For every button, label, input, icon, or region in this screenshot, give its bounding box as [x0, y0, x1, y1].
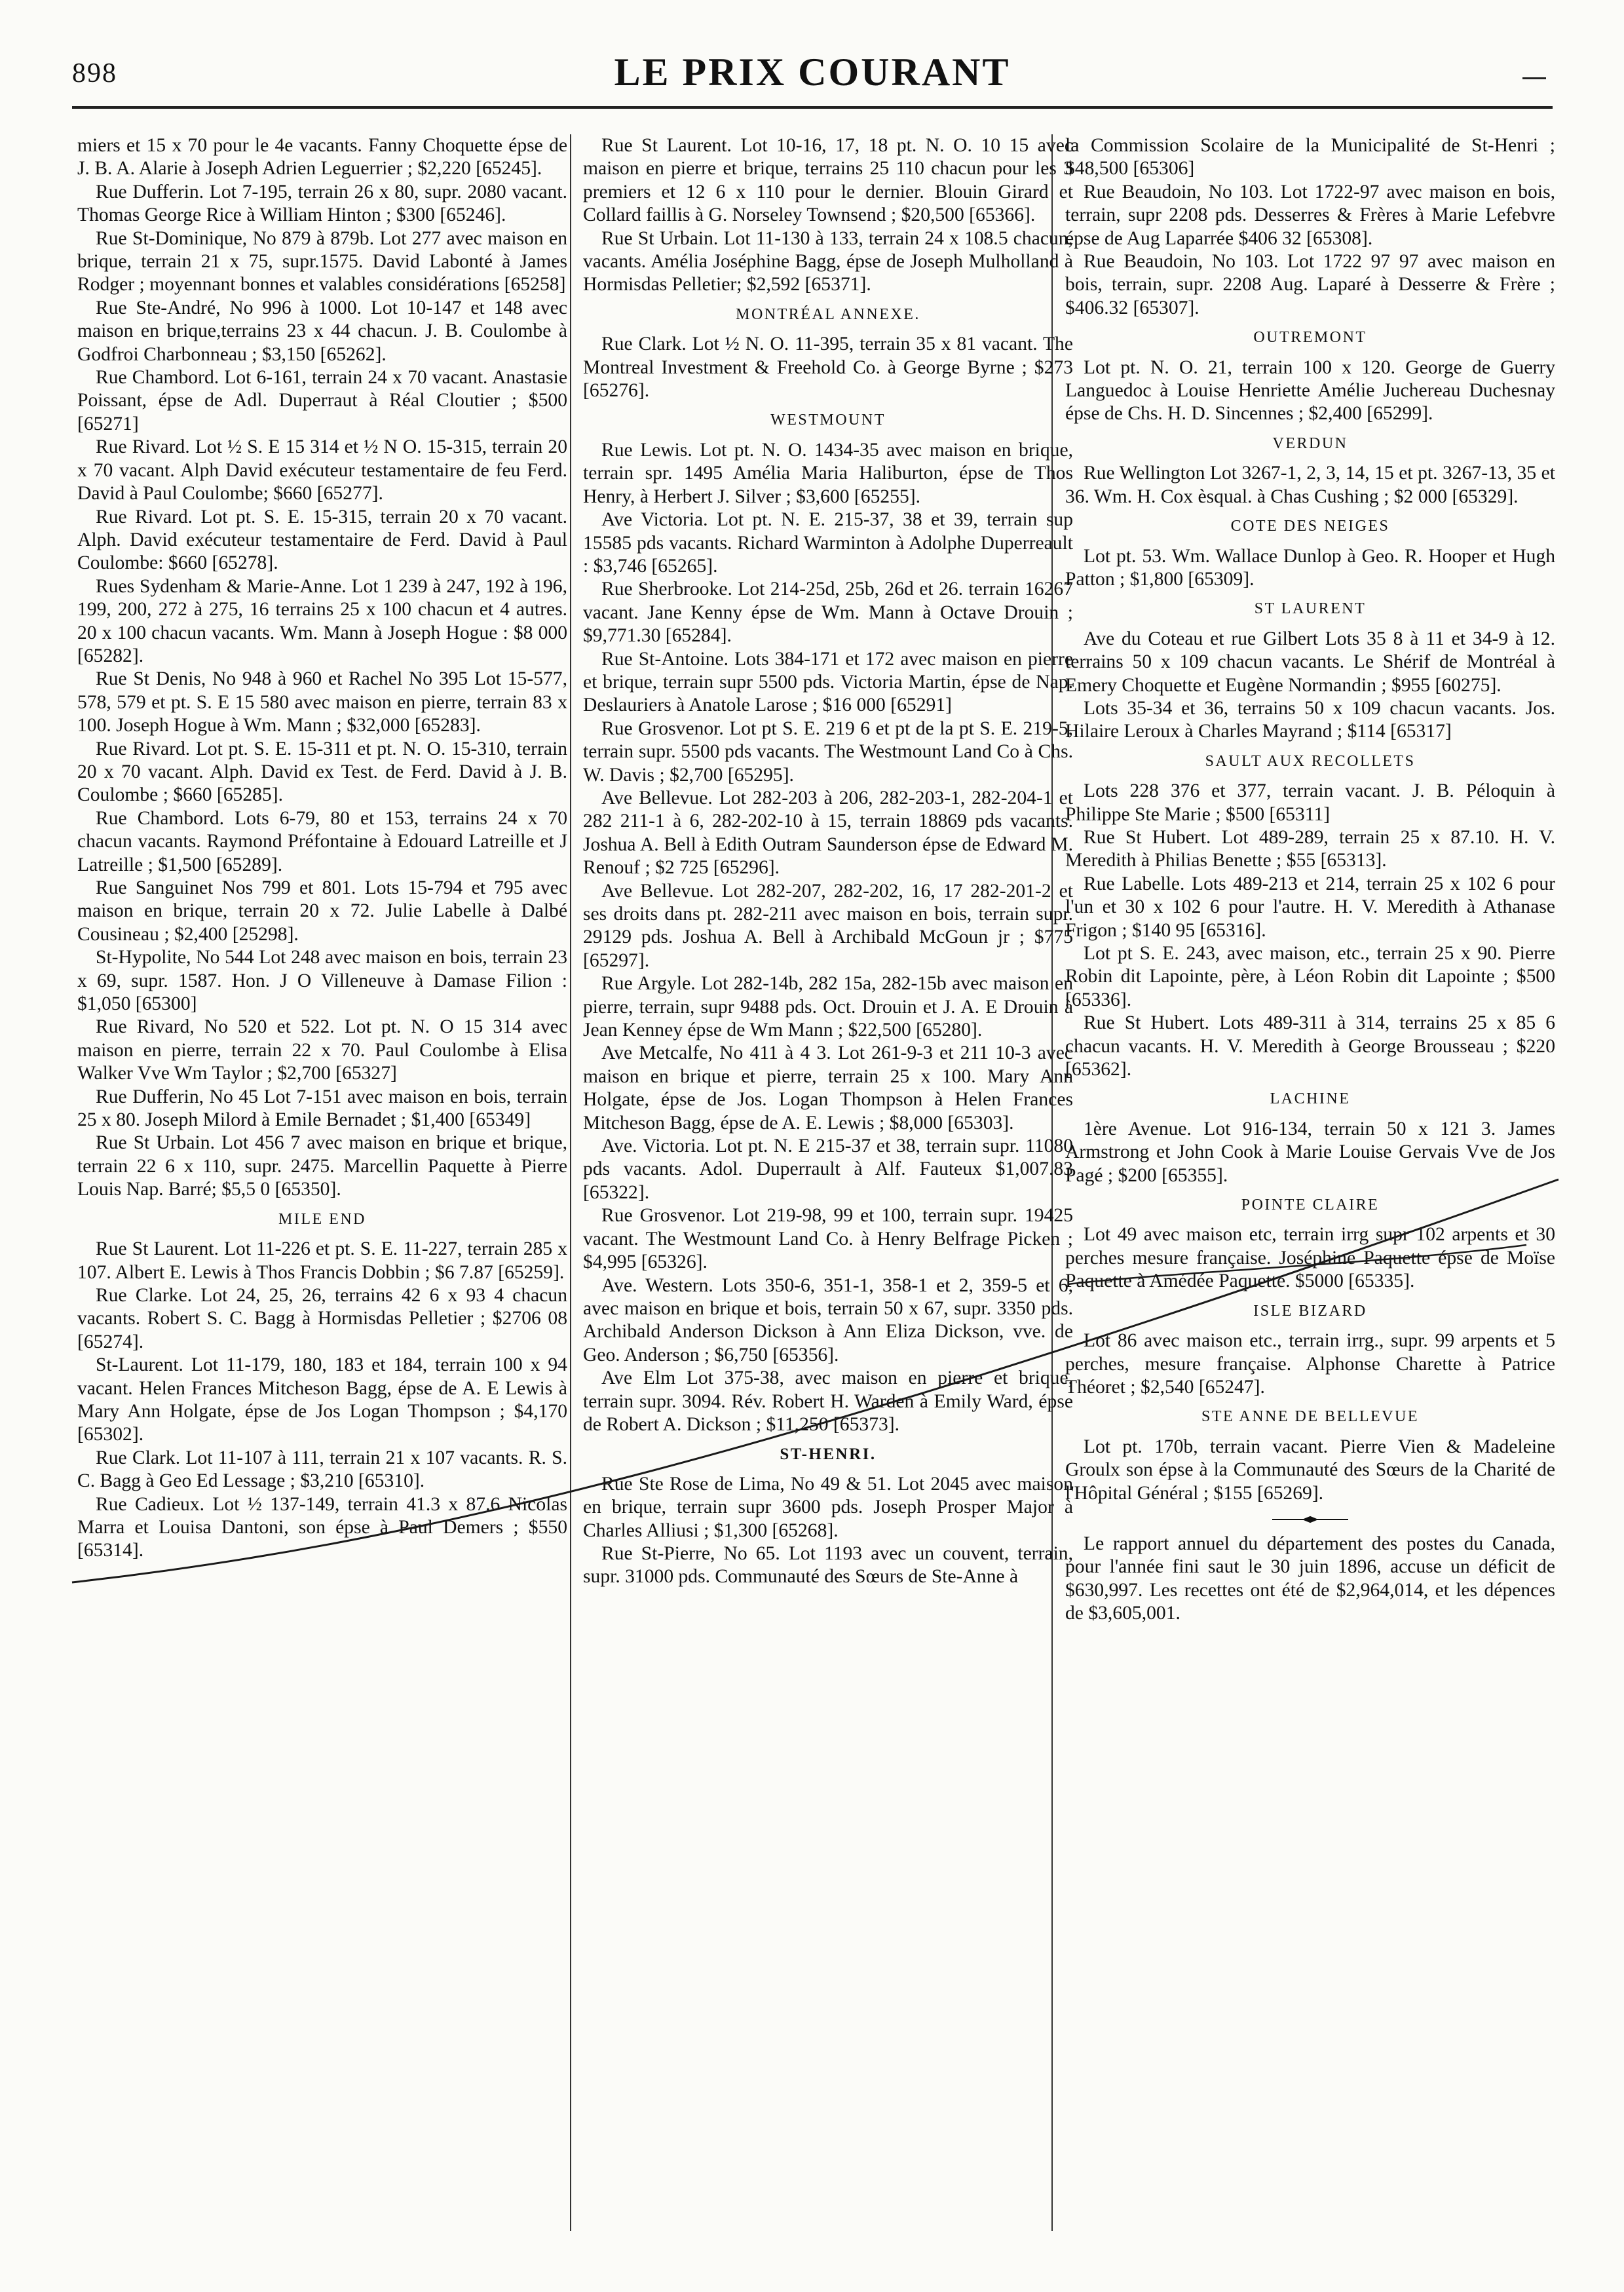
transaction-entry: Rue Wellington Lot 3267-1, 2, 3, 14, 15 et pt. 3267-13, 35 et 36. Wm. H. Cox èsqual. à Chas Cushing ; $2 000 [65329].: [1065, 463, 1555, 507]
section-heading: ST LAURENT: [1254, 600, 1367, 618]
journal-title: LE PRIX COURANT: [614, 50, 1011, 94]
transaction-entry: Lot 86 avec maison etc., terrain irrg., supr. 99 arpents et 5 perches, mesure française. Alphonse Charette à Patrice Théoret ; $2,540 [65247].: [1065, 1330, 1555, 1398]
transaction-entry: Rue Grosvenor. Lot 219-98, 99 et 100, terrain supr. 19425 vacant. The Westmount Land Co. à Henry Belfrage Picken ; $4,995 [65326].: [583, 1205, 1073, 1273]
section-heading: ISLE BIZARD: [1253, 1302, 1367, 1320]
transaction-entry: Ave Elm Lot 375-38, avec maison en pierre et brique, terrain supr. 3094. Rév. Robert H. Warden à Emily Ward, épse de Robert A. Dickson ; $11,250 [65373].: [583, 1367, 1073, 1435]
section-heading: SAULT AUX RECOLLETS: [1205, 752, 1416, 770]
column-2: [583, 134, 1073, 1589]
transaction-entry: Rue Beaudoin, No 103. Lot 1722 97 97 avec maison en bois, terrain, supr. 2208 Aug. Laparé à Desserre & Frère ; $406.32 [65307].: [1065, 251, 1555, 318]
transaction-entry: Rue Clark. Lot 11-107 à 111, terrain 21 x 107 vacants. R. S. C. Bagg à Geo Ed Lessage ; $3,210 [65310].: [77, 1447, 567, 1492]
header-dash: [1522, 77, 1546, 79]
transaction-entry: Rue St-Pierre, No 65. Lot 1193 avec un couvent, terrain, supr. 31000 pds. Communauté des Sœurs de Ste-Anne à: [583, 1542, 1073, 1588]
transaction-entry: Rue Rivard, No 520 et 522. Lot pt. N. O 15 314 avec maison en pierre, terrain 22 x 70. Paul Coulombe à Elisa Walker Vve Wm Taylor ; $2,700 [65327]: [77, 1016, 567, 1084]
transaction-entry: Rue Dufferin. Lot 7-195, terrain 26 x 80, supr. 2080 vacant. Thomas George Rice à William Hinton ; $300 [65246].: [77, 181, 567, 226]
transaction-entry: Rue Sherbrooke. Lot 214-25d, 25b, 26d et 26. terrain 16267 vacant. Jane Kenny épse de Wm. Mann à Octave Drouin ; $9,771.30 [65284].: [583, 579, 1073, 647]
transaction-entry: Lot pt S. E. 243, avec maison, etc., terrain 25 x 90. Pierre Robin dit Lapointe, père, à Léon Robin dit Lapointe ; $500 [65336].: [1065, 943, 1555, 1010]
transaction-entry: Rue St Laurent. Lot 11-226 et pt. S. E. 11-227, terrain 285 x 107. Albert E. Lewis à Thos Francis Dobbin ; $6 7.87 [65259].: [77, 1238, 567, 1283]
transaction-entry: 1ère Avenue. Lot 916-134, terrain 50 x 121 3. James Armstrong et John Cook à Marie Louise Gervais Vve de Jos Pagé ; $200 [65355].: [1065, 1118, 1555, 1186]
transaction-entry: Rue Ste-André, No 996 à 1000. Lot 10-147 et 148 avec maison en brique,terrains 23 x 44 chacun. J. B. Coulombe à Godfroi Charbonneau ; $3,150 [65262].: [77, 297, 567, 365]
section-heading: MILE END: [278, 1210, 366, 1228]
continued-entry: miers et 15 x 70 pour le 4e vacants. Fanny Choquette épse de J. B. A. Alarie à Joseph Adrien Leguerrier ; $2,220 [65245].: [77, 135, 567, 180]
transaction-entry: Rue St-Antoine. Lots 384-171 et 172 avec maison en pierre et brique, terrain supr 5500 pds. Victoria Martin, épse de Nap. Deslauriers à Anatole Larose ; $16 000 [65291]: [583, 648, 1073, 716]
transaction-entry: Rue Grosvenor. Lot pt S. E. 219 6 et pt de la pt S. E. 219-5, terrain supr. 5500 pds vacants. The Westmount Land Co à Chs. W. Davis ; $2,700 [65295].: [583, 717, 1073, 786]
transaction-entry: Le rapport annuel du département des postes du Canada, pour l'année fini saut le 30 juin 1896, accuse un déficit de $630,997. Les recettes ont été de $2,964,014, et les dépences de $3,605,001.: [1065, 1533, 1555, 1624]
transaction-entry: Rue Lewis. Lot pt. N. O. 1434-35 avec maison en brique, terrain spr. 1495 Amélia Maria Haliburton, épse de Thos Henry, à Herbert J. Silver ; $3,600 [65255].: [583, 439, 1073, 507]
transaction-entry: Rue Ste Rose de Lima, No 49 & 51. Lot 2045 avec maison en brique, terrain supr 3600 pds. Joseph Prosper Major à Charles Alliusi ; $1,300 [65268].: [583, 1473, 1073, 1541]
section-heading: VERDUN: [1272, 434, 1348, 452]
transaction-entry: Rue Rivard. Lot pt. S. E. 15-315, terrain 20 x 70 vacant. Alph. David exécuteur testamentaire de Ferd. David à Paul Coulombe: $660 [65278].: [77, 506, 567, 574]
transaction-entry: Ave. Victoria. Lot pt. N. E 215-37 et 38, terrain supr. 11080 pds vacants. Adol. Duperrault à Alf. Fauteux $1,007.83 [65322].: [583, 1136, 1073, 1203]
transaction-entry: Rue St Denis, No 948 à 960 et Rachel No 395 Lot 15-577, 578, 579 et pt. S. E 15 580 avec maison en pierre, terrain 83 x 100. Joseph Hogue à Wm. Mann ; $32,000 [65283].: [77, 668, 567, 736]
header-rule: [72, 106, 1553, 109]
transaction-entry: Ave Bellevue. Lot 282-203 à 206, 282-203-1, 282-204-1 et 282 211-1 à 6, 282-202-10 à 15, terrain 18869 pds vacants. Joshua A. Bell à Edith Outram Saunderson épse de Edward M. Renouf ; $2 725 [65296].: [583, 787, 1073, 879]
transaction-entry: Lot pt. N. O. 21, terrain 100 x 120. George de Guerry Languedoc à Louise Henriette Amélie Juchereau Duchesnay épse de Chs. H. D. Sincennes ; $2,400 [65299].: [1065, 356, 1555, 425]
transaction-entry: Rue Rivard. Lot pt. S. E. 15-311 et pt. N. O. 15-310, terrain 20 x 70 vacant. Alph. David ex Test. de Ferd. David à J. B. Coulombe ; $660 [65285].: [77, 738, 567, 806]
transaction-entry: Rue St Urbain. Lot 456 7 avec maison en brique et brique, terrain 22 6 x 110, supr. 2475. Marcellin Paquette à Pierre Louis Nap. Barré; $5,5 0 [65350].: [77, 1132, 567, 1200]
section-heading: COTE DES NEIGES: [1230, 518, 1390, 535]
column-divider: [570, 134, 571, 2231]
page-number: 898: [72, 58, 117, 88]
transaction-entry: Ave Metcalfe, No 411 à 4 3. Lot 261-9-3 et 211 10-3 avec maison en brique et pierre, terrain 25 x 100. Mary Ann Holgate, épse de Jos. Logan Thompson à Helen Frances Mitcheson Bagg, épse de A. E. Lewis ; $8,000 [65303].: [583, 1042, 1073, 1134]
transaction-entry: Ave Bellevue. Lot 282-207, 282-202, 16, 17 282-201-2 et ses droits dans pt. 282-211 avec maison en bois, terrain supr. 29129 pds. Joshua A. Bell à Archibald McGoun jr ; $775 [65297].: [583, 880, 1073, 971]
transaction-entry: Lot 49 avec maison etc, terrain irrg supr 102 arpents et 30 perches mesure française. Joséphine Paquette épse de Moïse Paquette à Amédée Paquette. $5000 [65335].: [1065, 1224, 1555, 1292]
transaction-entry: Rue Chambord. Lot 6-161, terrain 24 x 70 vacant. Anastasie Poissant, épse de Adl. Duperraut à Réal Cloutier ; $500 [65271]: [77, 367, 567, 434]
transaction-entry: Rue St Hubert. Lot 489-289, terrain 25 x 87.10. H. V. Meredith à Philias Benette ; $55 [65313].: [1065, 826, 1555, 871]
transaction-entry: Lot pt. 53. Wm. Wallace Dunlop à Geo. R. Hooper et Hugh Patton ; $1,800 [65309].: [1065, 545, 1555, 590]
section-heading: OUTREMONT: [1253, 329, 1367, 347]
divider-ornament: [1271, 1516, 1350, 1523]
transaction-entry: Ave. Western. Lots 350-6, 351-1, 358-1 et 2, 359-5 et 6, avec maison en brique et bois, terrain 50 x 67, supr. 3350 pds. Archibald Anderson Dickson à Ann Eliza Dickson, vve. de Geo. Anderson ; $6,750 [65356].: [583, 1274, 1073, 1366]
section-heading: POINTE CLAIRE: [1241, 1196, 1380, 1214]
transaction-entry: Rue Clarke. Lot 24, 25, 26, terrains 42 6 x 93 4 chacun vacants. Robert S. C. Bagg à Hormisdas Pelletier ; $2706 08 [65274].: [77, 1284, 567, 1352]
transaction-entry: Rue St Laurent. Lot 10-16, 17, 18 pt. N. O. 10 15 avec maison en pierre et brique, terrains 25 110 chacun pour les 3 premiers et 12 6 x 110 pour le dernier. Blouin Girard et Collard faillis à G. Norseley Townsend ; $20,500 [65366].: [583, 135, 1073, 226]
transaction-entry: Rue St Hubert. Lots 489-311 à 314, terrains 25 x 85 6 chacun vacants. H. V. Meredith à George Brousseau ; $220 [65362].: [1065, 1012, 1555, 1080]
transaction-entry: Rue Argyle. Lot 282-14b, 282 15a, 282-15b avec maison en pierre, terrain, supr 9488 pds. Oct. Drouin et J. A. E Drouin à Jean Kenney épse de Wm Mann ; $22,500 [65280].: [583, 973, 1073, 1041]
transaction-entry: Rue Clark. Lot ½ N. O. 11-395, terrain 35 x 81 vacant. The Montreal Investment & Freehold Co. à George Byrne ; $273 [65276].: [583, 334, 1073, 402]
transaction-entry: Rues Sydenham & Marie-Anne. Lot 1 239 à 247, 192 à 196, 199, 200, 272 à 275, 16 terrains 25 x 100 chacun et 4 autres. 20 x 100 chacun vacants. Wm. Mann à Joseph Hogue : $8 000 [65282].: [77, 575, 567, 666]
column-1: [77, 134, 567, 1563]
section-heading: ST-HENRI.: [780, 1445, 877, 1464]
transaction-entry: Rue Beaudoin, No 103. Lot 1722-97 avec maison en bois, terrain, supr 2208 pds. Desserres & Frères à Marie Lefebvre épse de Aug Laparrée $406 32 [65308].: [1065, 181, 1555, 249]
transaction-entry: St-Hypolite, No 544 Lot 248 avec maison en bois, terrain 23 x 69, supr. 1587. Hon. J O Villeneuve à Damase Filion : $1,050 [65300]: [77, 947, 567, 1015]
section-heading: STE ANNE DE BELLEVUE: [1201, 1408, 1419, 1426]
transaction-entry: Rue Rivard. Lot ½ S. E 15 314 et ½ N O. 15-315, terrain 20 x 70 vacant. Alph David exécuteur testamentaire de feu Ferd. David à Paul Coulombe; $660 [65277].: [77, 436, 567, 505]
section-heading: MONTRÉAL ANNEXE.: [736, 305, 920, 323]
transaction-entry: Rue Chambord. Lots 6-79, 80 et 153, terrains 24 x 70 chacun vacants. Raymond Préfontaine à Edouard Latreille et J Latreille ; $1,500 [65289].: [77, 807, 567, 875]
section-heading: LACHINE: [1270, 1090, 1351, 1108]
transaction-entry: Ave Victoria. Lot pt. N. E. 215-37, 38 et 39, terrain sup 15585 pds vacants. Richard Warminton à Adolphe Duperreault : $3,746 [65265].: [583, 509, 1073, 577]
transaction-entry: Rue St-Dominique, No 879 à 879b. Lot 277 avec maison en brique, terrain 21 x 75, supr.1575. David Labonté à James Rodger ; moyennant bonnes et valables considérations [65258]: [77, 227, 567, 296]
page-header: [72, 46, 1553, 98]
transaction-entry: Rue Sanguinet Nos 799 et 801. Lots 15-794 et 795 avec maison en brique, terrain 20 x 72. Julie Labelle à Dalbé Cousineau ; $2,400 [25298].: [77, 877, 567, 945]
transaction-entry: Lots 228 376 et 377, terrain vacant. J. B. Péloquin à Philippe Ste Marie ; $500 [65311]: [1065, 780, 1555, 825]
transaction-entry: Rue Labelle. Lots 489-213 et 214, terrain 25 x 102 6 pour l'un et 30 x 102 6 pour l'autre. H. V. Meredith à Athanase Frigon ; $140 95 [65316].: [1065, 873, 1555, 941]
transaction-entry: Ave du Coteau et rue Gilbert Lots 35 8 à 11 et 34-9 à 12. terrains 50 x 109 chacun vacants. Le Shérif de Montréal à Emery Choquette et Eugène Normandin ; $955 [60275].: [1065, 628, 1555, 696]
continued-entry: la Commission Scolaire de la Municipalité de St-Henri ; $48,500 [65306]: [1065, 135, 1555, 180]
transaction-entry: Lots 35-34 et 36, terrains 50 x 109 chacun vacants. Jos. Hilaire Leroux à Charles Mayrand ; $114 [65317]: [1065, 697, 1555, 742]
transaction-entry: St-Laurent. Lot 11-179, 180, 183 et 184, terrain 100 x 94 vacant. Helen Frances Mitcheson Bagg, épse de A. E Lewis à Mary Ann Holgate, épse de Jos Logan Thompson ; $4,170 [65302].: [77, 1354, 567, 1445]
transaction-entry: Rue Dufferin, No 45 Lot 7-151 avec maison en bois, terrain 25 x 80. Joseph Milord à Emile Bernadet ; $1,400 [65349]: [77, 1086, 567, 1131]
column-3: [1065, 134, 1555, 1626]
transaction-entry: Rue St Urbain. Lot 11-130 à 133, terrain 24 x 108.5 chacun, vacants. Amélia Joséphine Bagg, épse de Joseph Mulholland à Hormisdas Pelletier; $2,592 [65371].: [583, 227, 1073, 296]
transaction-entry: Rue Cadieux. Lot ½ 137-149, terrain 41.3 x 87.6 Nicolas Marra et Louisa Dantoni, son épse à Paul Demers ; $550 [65314].: [77, 1493, 567, 1561]
transaction-entry: Lot pt. 170b, terrain vacant. Pierre Vien & Madeleine Groulx son épse à la Communauté des Sœurs de la Charité de l'Hôpital Général ; $155 [65269].: [1065, 1436, 1555, 1504]
section-heading: WESTMOUNT: [770, 411, 886, 429]
